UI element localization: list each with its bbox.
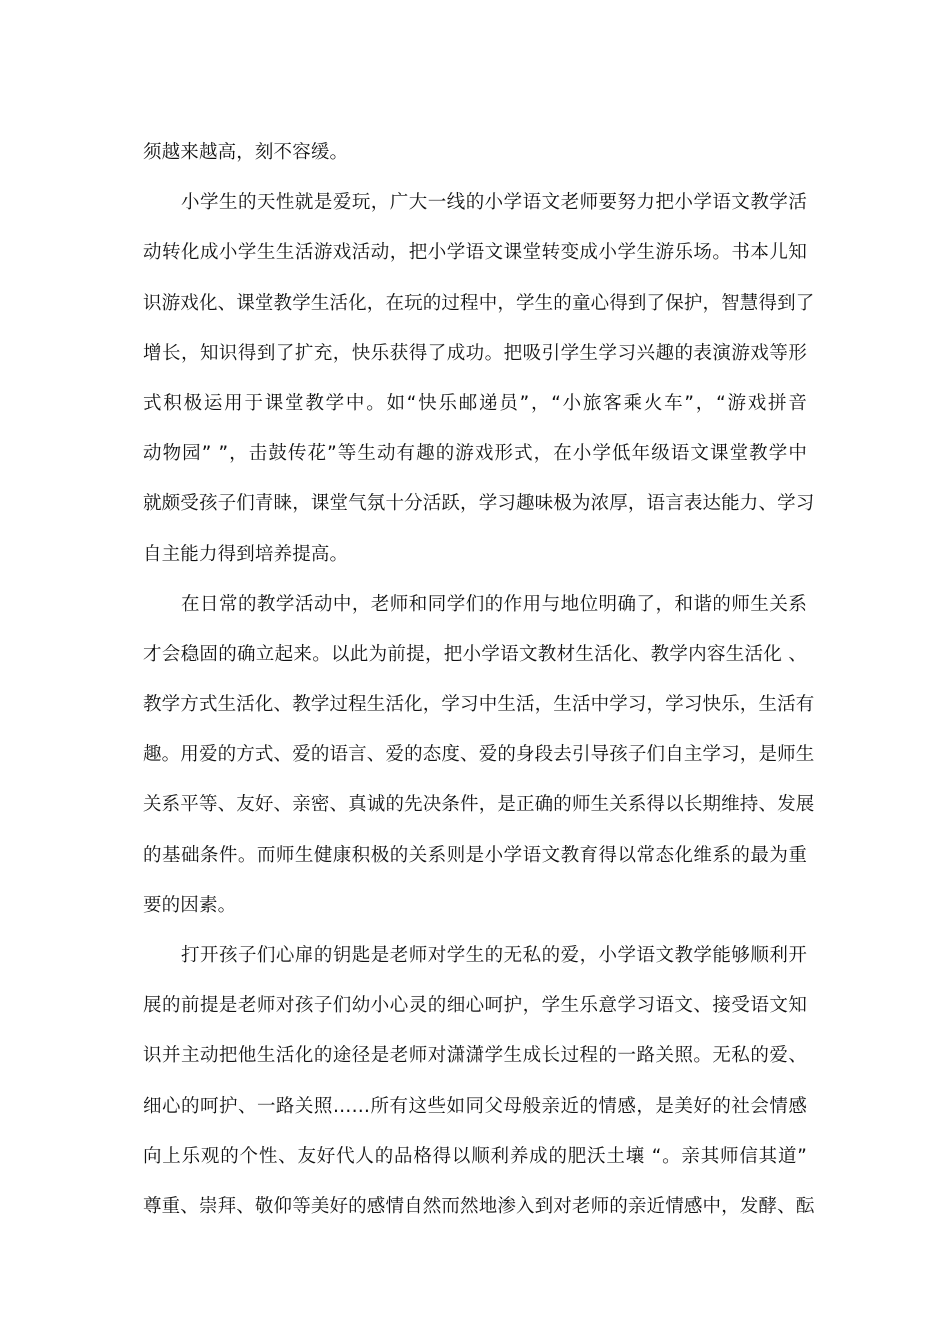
text-line: 识游戏化、课堂教学生活化，在玩的过程中，学生的童心得到了保护，智慧得到了 (143, 292, 815, 314)
paragraph-3 (143, 580, 815, 931)
paragraph-2 (143, 178, 815, 580)
paragraph-1 (143, 128, 807, 178)
text-line: 趣。用爱的方式、爱的语言、爱的态度、爱的身段去引导孩子们自主学习，是师生 (143, 744, 815, 766)
text-line: 向上乐观的个性、友好代人的品格得以顺利养成的肥沃土壤 “。亲其师信其道” (143, 1145, 807, 1167)
text-line: 就颇受孩子们青睐，课堂气氛十分活跃，学习趣味极为浓厚，语言表达能力、学习 (143, 493, 815, 515)
text-line: 细心的呵护、一路关照……所有这些如同父母般亲近的情感，是美好的社会情感 (143, 1095, 807, 1117)
paragraph-4 (143, 931, 815, 1232)
text-line: 要的因素。 (143, 894, 237, 916)
text-line: 尊重、崇拜、敬仰等美好的感情自然而然地渗入到对老师的亲近情感中，发酵、酝 (143, 1195, 815, 1217)
text-line: 教学方式生活化、教学过程生活化，学习中生活，生活中学习，学习快乐，生活有 (143, 694, 815, 716)
text-line: 关系平等、友好、亲密、真诚的先决条件，是正确的师生关系得以长期维持、发展 (143, 794, 815, 816)
text-line: 才会稳固的确立起来。以此为前提，把小学语文教材生活化、教学内容生活化 、 (143, 643, 807, 665)
document-body (143, 128, 815, 1232)
text-line: 增长，知识得到了扩充，快乐获得了成功。把吸引学生学习兴趣的表演游戏等形 (143, 342, 807, 364)
text-line: 小学生的天性就是爱玩，广大一线的小学语文老师要努力把小学语文教学活 (181, 192, 807, 214)
text-line: 式积极运用于课堂教学中。如“快乐邮递员”，“小旅客乘火车”，“游戏拼音 (143, 392, 807, 414)
text-line: 自主能力得到培养提高。 (143, 543, 349, 565)
text-line: 在日常的教学活动中，老师和同学们的作用与地位明确了，和谐的师生关系 (181, 593, 807, 615)
text-line: 的基础条件。而师生健康积极的关系则是小学语文教育得以常态化维系的最为重 (143, 844, 807, 866)
text-line: 识并主动把他生活化的途径是老师对潇潇学生成长过程的一路关照。无私的爱、 (143, 1045, 807, 1067)
text-line: 展的前提是老师对孩子们幼小心灵的细心呵护，学生乐意学习语文、接受语文知 (143, 995, 807, 1017)
text-line: 动转化成小学生生活游戏活动，把小学语文课堂转变成小学生游乐场。书本儿知 (143, 242, 807, 264)
text-line: 动物园” ”，击鼓传花”等生动有趣的游戏形式，在小学低年级语文课堂教学中 (143, 443, 807, 465)
text-line: 须越来越高，刻不容缓。 (143, 142, 349, 163)
text-line: 打开孩子们心扉的钥匙是老师对学生的无私的爱，小学语文教学能够顺利开 (181, 945, 807, 966)
